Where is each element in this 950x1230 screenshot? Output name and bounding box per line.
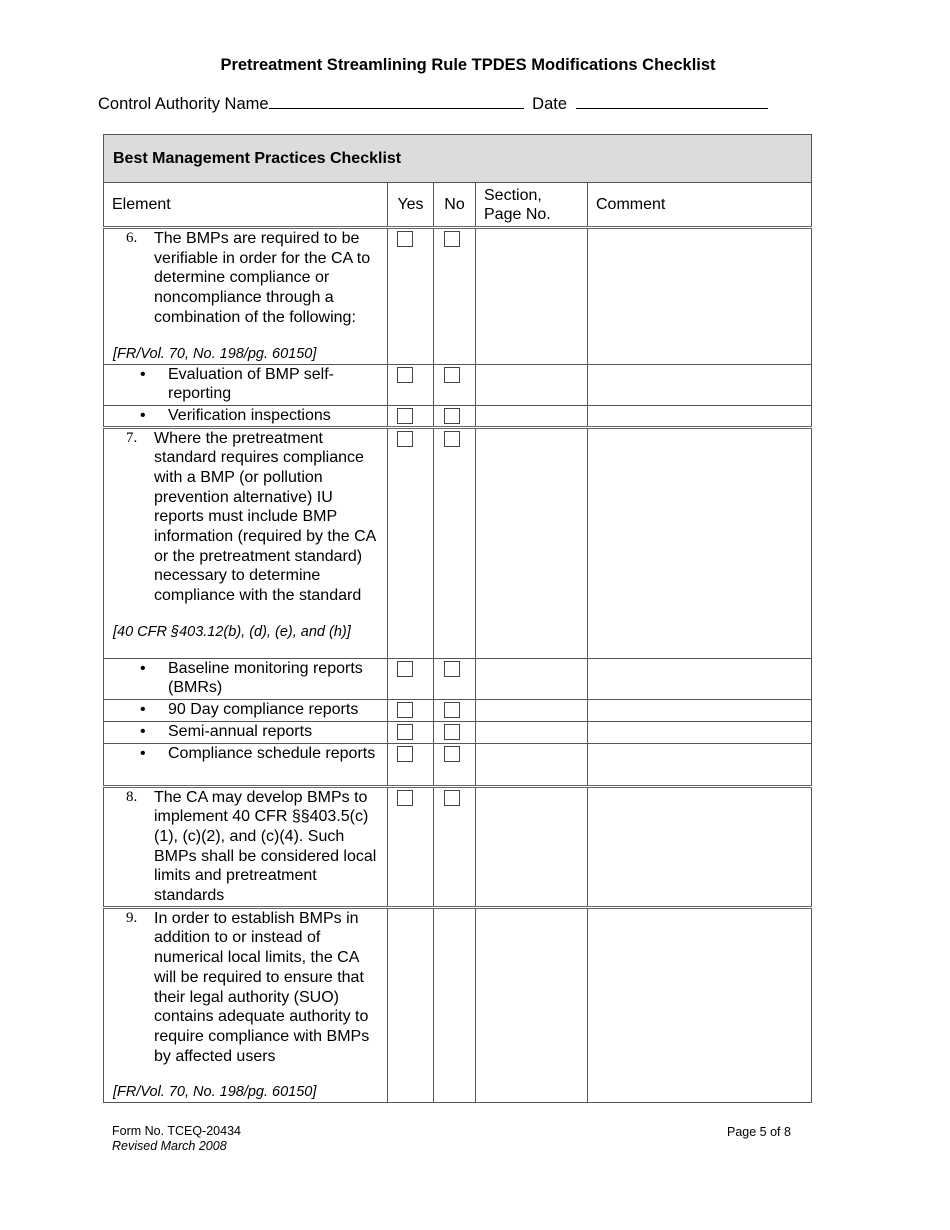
page-number: Page 5 of 8 bbox=[727, 1125, 791, 1139]
citation: [FR/Vol. 70, No. 198/pg. 60150] bbox=[113, 345, 317, 362]
bullet-icon: • bbox=[140, 365, 146, 383]
yes-checkbox[interactable] bbox=[397, 661, 413, 677]
bullet-text: Verification inspections bbox=[168, 406, 331, 424]
table-row bbox=[104, 743, 812, 786]
bullet-text: Baseline monitoring reports (BMRs) bbox=[168, 659, 363, 697]
section-page-cell[interactable] bbox=[476, 228, 588, 365]
section-page-cell[interactable] bbox=[476, 699, 588, 721]
col-comment: Comment bbox=[588, 183, 812, 228]
section-page-cell[interactable] bbox=[476, 427, 588, 658]
no-checkbox[interactable] bbox=[444, 746, 460, 762]
bmp-checklist-table bbox=[103, 134, 812, 1103]
yes-checkbox[interactable] bbox=[397, 724, 413, 740]
element-cell bbox=[104, 907, 388, 1103]
yes-checkbox[interactable] bbox=[397, 431, 413, 447]
comment-cell[interactable] bbox=[588, 743, 812, 786]
no-cell[interactable] bbox=[434, 907, 476, 1103]
comment-cell[interactable] bbox=[588, 658, 812, 699]
control-authority-label: Control Authority Name bbox=[98, 95, 269, 113]
form-number: Form No. TCEQ-20434 bbox=[112, 1124, 241, 1138]
element-cell bbox=[104, 228, 388, 365]
comment-cell[interactable] bbox=[588, 427, 812, 658]
table-row bbox=[104, 405, 812, 427]
no-checkbox[interactable] bbox=[444, 408, 460, 424]
comment-cell[interactable] bbox=[588, 721, 812, 743]
item-number: 8. bbox=[126, 788, 138, 805]
table-row bbox=[104, 427, 812, 658]
bullet-icon: • bbox=[140, 722, 146, 740]
citation: [FR/Vol. 70, No. 198/pg. 60150] bbox=[113, 1084, 317, 1101]
section-page-cell[interactable] bbox=[476, 786, 588, 907]
bullet-icon: • bbox=[140, 406, 146, 424]
section-page-cell[interactable] bbox=[476, 405, 588, 427]
table-row bbox=[104, 907, 812, 1103]
footer-form-info bbox=[112, 1124, 241, 1154]
table-row bbox=[104, 786, 812, 907]
item-text: The CA may develop BMPs to implement 40 CFR §§403.5(c)(1), (c)(2), and (c)(4). Such BMPs shall be considered local limits and pretreatment standards bbox=[154, 788, 377, 905]
yes-checkbox[interactable] bbox=[397, 231, 413, 247]
yes-checkbox[interactable] bbox=[397, 746, 413, 762]
no-checkbox[interactable] bbox=[444, 724, 460, 740]
date-field[interactable] bbox=[576, 94, 768, 109]
page-title: Pretreatment Streamlining Rule TPDES Modifications Checklist bbox=[220, 56, 716, 74]
yes-checkbox[interactable] bbox=[397, 367, 413, 383]
no-checkbox[interactable] bbox=[444, 790, 460, 806]
no-checkbox[interactable] bbox=[444, 702, 460, 718]
section-page-cell[interactable] bbox=[476, 907, 588, 1103]
item-number: 7. bbox=[126, 429, 138, 446]
section-page-cell[interactable] bbox=[476, 364, 588, 405]
citation: [40 CFR §403.12(b), (d), (e), and (h)] bbox=[113, 623, 351, 640]
section-page-cell[interactable] bbox=[476, 743, 588, 786]
element-cell bbox=[104, 786, 388, 907]
element-cell bbox=[104, 427, 388, 658]
date-label: Date bbox=[532, 95, 568, 113]
bullet-icon: • bbox=[140, 700, 146, 718]
yes-checkbox[interactable] bbox=[397, 408, 413, 424]
bullet-text: Semi-annual reports bbox=[168, 722, 313, 740]
table-row bbox=[104, 228, 812, 365]
comment-cell[interactable] bbox=[588, 699, 812, 721]
section-title: Best Management Practices Checklist bbox=[104, 135, 812, 183]
bullet-icon: • bbox=[140, 659, 146, 677]
no-checkbox[interactable] bbox=[444, 231, 460, 247]
yes-cell[interactable] bbox=[388, 907, 434, 1103]
table-row bbox=[104, 721, 812, 743]
col-section-line1: Section, bbox=[484, 186, 542, 204]
no-checkbox[interactable] bbox=[444, 431, 460, 447]
yes-checkbox[interactable] bbox=[397, 702, 413, 718]
table-row bbox=[104, 658, 812, 699]
bullet-text: 90 Day compliance reports bbox=[168, 700, 359, 718]
comment-cell[interactable] bbox=[588, 405, 812, 427]
control-authority-field[interactable] bbox=[269, 94, 524, 109]
item-number: 6. bbox=[126, 230, 138, 246]
table-row bbox=[104, 699, 812, 721]
item-text: Where the pretreatment standard requires compliance with a BMP (or pollution prevention alternative) IU reports must include BMP information (required by the CA or the pretreatment standard) necessary to determine compliance with the standard bbox=[154, 429, 376, 605]
revision-date: Revised March 2008 bbox=[112, 1139, 227, 1153]
column-header-row bbox=[104, 183, 812, 228]
item-text: The BMPs are required to be verifiable in order for the CA to determine compliance or noncompliance through a combination of the following: bbox=[154, 230, 371, 326]
control-authority-line bbox=[98, 94, 768, 114]
table-row bbox=[104, 364, 812, 405]
comment-cell[interactable] bbox=[588, 786, 812, 907]
item-number: 9. bbox=[126, 909, 138, 926]
col-section-line2: Page No. bbox=[484, 205, 551, 223]
no-checkbox[interactable] bbox=[444, 367, 460, 383]
bullet-icon: • bbox=[140, 744, 146, 762]
bullet-text: Compliance schedule reports bbox=[168, 744, 376, 762]
item-text: In order to establish BMPs in addition to or instead of numerical local limits, the CA will be required to ensure that their legal authority (SUO) contains adequate authority to require compliance with BMPs by affected users bbox=[154, 909, 370, 1065]
table-section-header bbox=[104, 135, 812, 183]
no-checkbox[interactable] bbox=[444, 661, 460, 677]
comment-cell[interactable] bbox=[588, 228, 812, 365]
col-section bbox=[476, 183, 588, 228]
comment-cell[interactable] bbox=[588, 907, 812, 1103]
yes-checkbox[interactable] bbox=[397, 790, 413, 806]
col-element: Element bbox=[104, 183, 388, 228]
section-page-cell[interactable] bbox=[476, 658, 588, 699]
col-yes: Yes bbox=[388, 183, 434, 228]
col-no: No bbox=[434, 183, 476, 228]
comment-cell[interactable] bbox=[588, 364, 812, 405]
bullet-text: Evaluation of BMP self-reporting bbox=[168, 365, 335, 403]
section-page-cell[interactable] bbox=[476, 721, 588, 743]
